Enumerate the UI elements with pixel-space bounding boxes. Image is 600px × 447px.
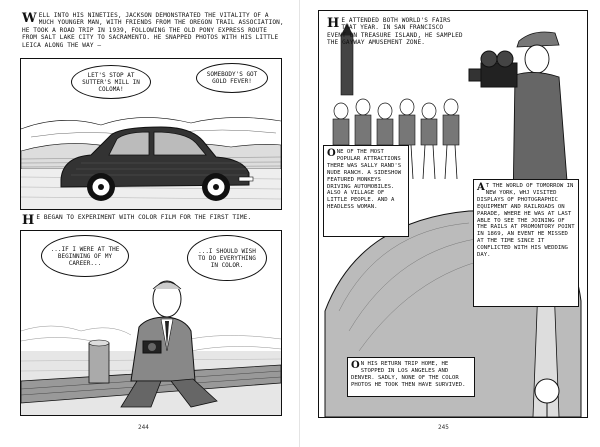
drop-cap: H: [327, 16, 340, 31]
bubble-text: LET'S STOP AT SUTTER'S MILL IN COLOMA!: [82, 71, 140, 93]
drop-cap: H: [22, 213, 35, 228]
speech-bubble-sutters-mill: [71, 65, 151, 99]
bubble-text: ...I SHOULD WISH TO DO EVERYTHING IN COLOR.: [198, 247, 256, 269]
caption-text: NE OF THE MOST POPULAR ATTRACTIONS THERE WAS SALLY RAND'S NUDE RANCH. A SIDESHOW FEATURED MONKEYS DRIVING AUTOMOBILES. ALSO A VILLAGE OF LITTLE PEOPLE. AND A HEADLESS WOMAN.: [327, 149, 402, 211]
right-page: [300, 0, 600, 447]
panel-man-with-camera: [20, 230, 282, 416]
page-number-left: 244: [138, 424, 149, 431]
caption-box-nude-ranch: [323, 145, 409, 237]
caption-box-return-trip: [347, 357, 475, 397]
page-number-right: 245: [438, 424, 449, 431]
caption-text: T THE WORLD OF TOMORROW IN NEW YORK, WHJ VISITED DISPLAYS OF PHOTOGRAPHIC EQUIPMENT AND RAILROADS ON PARADE, WHERE HE WAS AT LAST ABLE TO SEE THE JOINING OF THE RAILS AT PROMONTORY POINT IN 1869, AN EVENT HE MISSED AT THE TIME SINCE IT CONFLICTED WITH HIS WEDDING DAY.: [477, 183, 575, 259]
drop-cap: O: [327, 148, 336, 159]
drop-cap: W: [22, 11, 37, 26]
caption-text: E BEGAN TO EXPERIMENT WITH COLOR FILM FOR THE FIRST TIME.: [36, 214, 252, 221]
caption-color-film: [22, 214, 284, 226]
panel-worlds-fairs: [318, 10, 588, 418]
caption-text: N HIS RETURN TRIP HOME, HE STOPPED IN LOS ANGELES AND DENVER. SADLY, NONE OF THE COLOR PHOTOS HE TOOK THEN HAVE SURVIVED.: [351, 361, 466, 388]
caption-box-world-of-tomorrow: [473, 179, 579, 307]
panel-car: [20, 58, 282, 210]
caption-road-trip: [22, 12, 284, 49]
bubble-text: SOMEBODY'S GOT GOLD FEVER!: [206, 71, 258, 85]
caption-text: ELL INTO HIS NINETIES, JACKSON DEMONSTRATED THE VITALITY OF A MUCH YOUNGER MAN, WITH FRIENDS FROM THE OREGON TRAIL ASSOCIATION, HE TOOK A ROAD TRIP IN 1939, FOLLOWING THE OLD PONY EXPRESS ROUTE FROM SALT LAKE CITY TO SACRAMENTO. HE SNAPPED PHOTOS WITH HIS LITTLE LEICA ALONG THE WAY –: [22, 12, 284, 49]
caption-worlds-fairs: [327, 17, 463, 47]
speech-bubble-career: [41, 235, 129, 277]
drop-cap: O: [351, 360, 360, 371]
caption-text: E ATTENDED BOTH WORLD'S FAIRS THAT YEAR. IN SAN FRANCISCO EVENT ON TREASURE ISLAND, HE SAMPLED THE GAYWAY AMUSEMENT ZONE.: [327, 17, 463, 47]
bubble-text: ...IF I WERE AT THE BEGINNING OF MY CAREER...: [50, 245, 120, 267]
speech-bubble-color: [187, 235, 267, 281]
speech-bubble-gold-fever: [196, 63, 268, 93]
drop-cap: A: [477, 182, 485, 193]
